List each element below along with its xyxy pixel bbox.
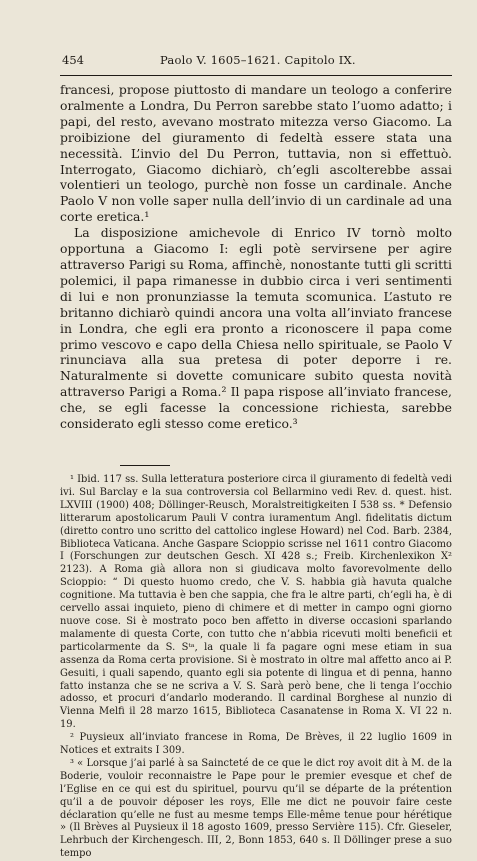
footnote: ³ « Lorsque j’ai parlé à sa Saincteté de ce que le dict roy avoit dit à M. de la Boderie, vouloir reconnaistre le Pape pour le premier evesque et chef de l’Eglise en ce qui est du spirituel, pourvu qu’il se départe de la prétention qu’il a de pouvoir déposer les roys, Elle me dict ne pouvoir faire ceste déclaration qu’elle ne fust au mesme temps Elle-même tenue pour hérétique » (Il Brèves al Puysieux il 18 agosto 1609, presso Servière 115). Cfr. Gieseler, Lehrbuch der Kirchengesch. III, 2, Bonn 1853, 640 s. Il Döllinger prese a suo tempo <box>60 757 452 860</box>
page-header <box>60 52 452 68</box>
header-rule <box>60 75 452 76</box>
page-number: 454 <box>62 53 84 67</box>
paragraph: La disposizione amichevole di Enrico IV tornò molto opportuna a Giacomo I: egli potè servirsene per agire attraverso Parigi su Roma, affinchè, nonostante tutti gli scritti polemici, il papa rimanesse in dubbio circa i veri sentimenti di lui e non pronunziasse la temuta scomunica. L’astuto re britanno dichiarò quindi ancora una volta all’inviato francese in Londra, che egli era pronto a riconoscere il papa come primo vescovo e capo della Chiesa nello spirituale, se Paolo V rinunciava alla sua pretesa di poter deporre i re. Naturalmente si dovette comunicare subito questa novità attraverso Parigi a Roma.² Il papa rispose all’inviato francese, che, se egli facesse la concessione richiesta, sarebbe considerato egli stesso come eretico.³ <box>60 225 452 432</box>
footnote: ² Puysieux all’inviato francese in Roma, De Brèves, il 22 luglio 1609 in Notices et extraits I 309. <box>60 732 452 757</box>
paragraph: francesi, propose piuttosto di mandare un teologo a conferire oralmente a Londra, Du Perron sarebbe stato l’uomo adatto; i papi, del resto, avevano mostrato mitezza verso Giacomo. La proibizione del giuramento di fedeltà essere stata una necessità. L’invio del Du Perron, tuttavia, non si effettuò. Interrogato, Giacomo dichiarò, ch’egli ascolterebbe assai volentieri un teologo, purchè non fosse un cardinale. Anche Paolo V non volle saper nulla dell’invio di un cardinale ad una corte eretica.¹ <box>60 82 452 225</box>
footnote: ¹ Ibid. 117 ss. Sulla letteratura posteriore circa il giuramento di fedeltà vedi ivi. Sul Barclay e la sua controversia col Bellarmino vedi Rev. d. quest. hist. LXVIII (1900) 408; Döllinger-Reusch, Moralstreitigkeiten I 538 ss. * Defensio litterarum apostolicarum Pauli V contra iuramentum Angl. fidelitatis dictum (diretto contro uno scritto del cattolico inglese Howard) nel Cod. Barb. 2384, Biblioteca Vaticana. Anche Gaspare Scioppio scrisse nel 1611 contro Giacomo I (Forschungen zur deutschen Gesch. XI 428 s.; Freib. Kirchenlexikon X² 2123). A Roma già allora non si giudicava molto favorevolmente dello Scioppio: “ Di questo huomo credo, che V. S. habbia già havuta qualche cognitione. Ma tuttavia è ben che sappia, che fra le altre parti, ch’egli ha, è di cervello assai inquieto, pieno di chimere et di metter in campo ogni giorno nuove cose. Si è mostrato poco ben affetto in diverse occasioni sparlando malamente di questa Corte, con tutto che n’abbia ricevuti molti beneficii et particolarmente da S. Sᵗᵃ, la quale li fa pagare ogni mese etiam in sua assenza da Roma certa provisione. Si è mostrato in oltre mal affetto anco ai P. Gesuiti, i quali sapendo, quanto egli sia potente di lingua et di penna, hanno fatto instanza che se ne scriva a V. S. Sarà però bene, che li tenga l’occhio adosso, et procuri d’andarlo moderando. Il cardinal Borghese al nunzio di Vienna Melfi il 28 marzo 1615, Biblioteca Casanatense in Roma X. VI 22 n. 19. <box>60 474 452 731</box>
footnotes <box>60 474 452 861</box>
running-title: Paolo V. 1605–1621. Capitolo IX. <box>160 53 356 67</box>
footnote-rule <box>120 465 170 466</box>
main-text <box>60 82 452 432</box>
